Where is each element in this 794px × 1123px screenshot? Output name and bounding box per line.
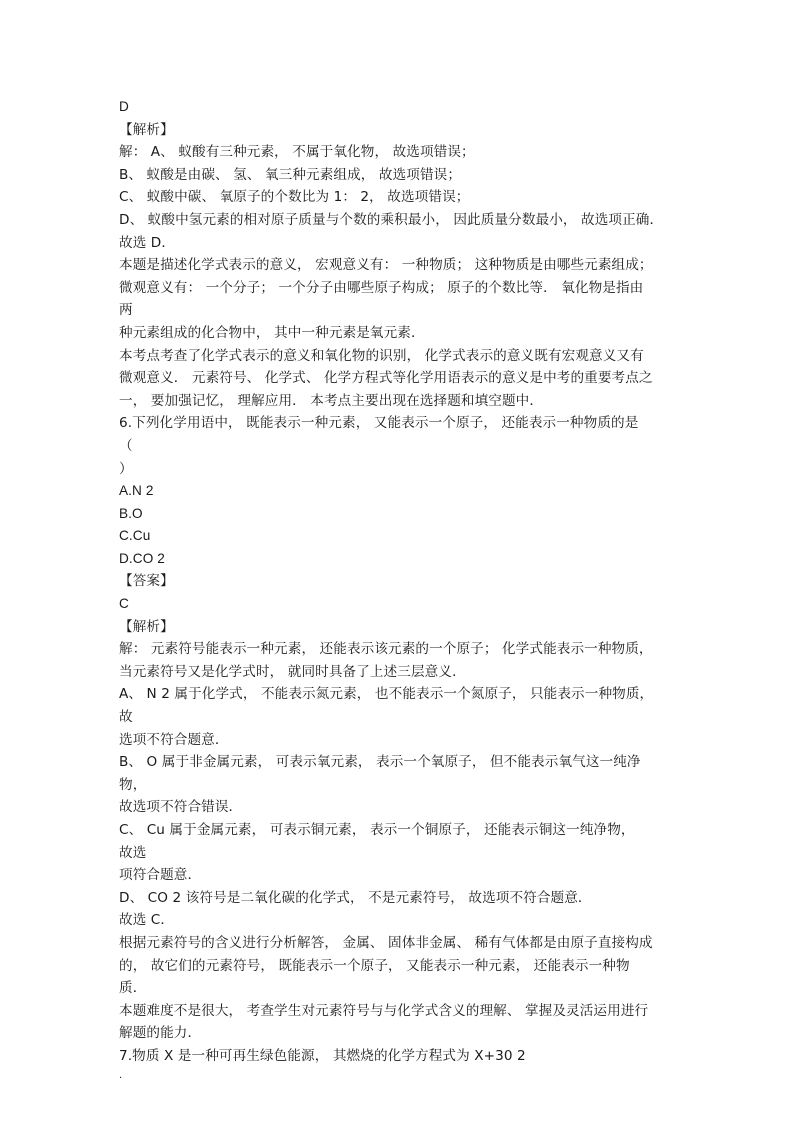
analysis-heading: 【解析】	[119, 618, 174, 635]
question-6-choice-b: B.O	[119, 505, 143, 521]
explanation-line: 根据元素符号的含义进行分析解答， 金属、 固体非金属、 稀有气体都是由原子直接构成	[119, 934, 653, 951]
solution-option-a: 选项不符合题意．	[119, 731, 229, 748]
solution-option-c: 项符合题意．	[119, 867, 202, 884]
explanation-line: 的， 故它们的元素符号， 既能表示一个原子， 又能表示一种元素， 还能表示一种物	[119, 957, 630, 974]
solution-option-c: 故选	[119, 844, 147, 861]
solution-option-a: 解： A、 蚁酸有三种元素， 不属于氧化物， 故选项错误；	[119, 144, 475, 161]
solution-option-d: D、 蚁酸中氢元素的相对原子质量与个数的乘积最小， 因此质量分数最小， 故选项正确．	[119, 211, 664, 228]
solution-option-c: C、 Cu 属于金属元素， 可表示铜元素， 表示一个铜原子， 还能表示铜这一纯净物，	[119, 822, 635, 838]
comment-line: 本考点考查了化学式表示的意义和氧化物的识别， 化学式表示的意义既有宏观意义又有	[119, 347, 644, 364]
solution-option-b: B、 O 属于非金属元素， 可表示氧元素， 表示一个氧原子， 但不能表示氧气这一纯净	[119, 754, 641, 771]
comment-line: 微观意义． 元素符号、 化学式、 化学方程式等化学用语表示的意义是中考的重要考点之	[119, 370, 653, 387]
question-6-paren-close: ）	[119, 460, 133, 477]
explanation-line: 微观意义有： 一个分子； 一个分子由哪些原子构成； 原子的个数比等． 氧化物是指由	[119, 279, 644, 296]
explanation-line: 本题是描述化学式表示的意义， 宏观意义有： 一种物质； 这种物质是由哪些元素组成；	[119, 257, 653, 274]
document-page	[119, 96, 679, 1084]
answer-heading: 【答案】	[119, 573, 174, 590]
question-7-stem: 7.物质 X 是一种可再生绿色能源， 其燃烧的化学方程式为 X+30 2	[119, 1047, 526, 1064]
trailing-dot: .	[119, 1069, 123, 1081]
solution-option-a: A、 N 2 属于化学式， 不能表示氮元素， 也不能表示一个氮原子， 只能表示一种物质，	[119, 686, 654, 703]
analysis-heading: 【解析】	[119, 121, 174, 138]
explanation-line: 两	[119, 302, 133, 319]
solution-option-b: 物，	[119, 776, 147, 793]
solution-option-d: D、 CO 2 该符号是二氧化碳的化学式， 不是元素符号， 故选项不符合题意．	[119, 889, 592, 906]
solution-option-c: C、 蚁酸中碳、 氧原子的个数比为 1： 2， 故选项错误；	[119, 189, 470, 206]
solution-intro: 当元素符号又是化学式时， 就同时具备了上述三层意义．	[119, 663, 466, 680]
explanation-line: 质．	[119, 980, 147, 997]
answer-letter-d: D	[119, 99, 129, 114]
solution-option-a: 故	[119, 709, 133, 726]
question-6-choice-a: A.N 2	[119, 483, 154, 499]
solution-option-b: B、 蚁酸是由碳、 氢、 氧三种元素组成， 故选项错误；	[119, 166, 462, 183]
question-6-choice-c: C.Cu	[119, 528, 151, 544]
question-6-choice-d: D.CO 2	[119, 550, 165, 566]
solution-intro: 解： 元素符号能表示一种元素， 还能表示该元素的一个原子； 化学式能表示一种物质，	[119, 641, 653, 658]
answer-letter-c: C	[119, 596, 129, 612]
question-6-paren-open: （	[119, 437, 133, 454]
comment-line: 一， 要加强记忆， 理解应用． 本考点主要出现在选择题和填空题中．	[119, 392, 544, 409]
conclusion-line: 故选 C．	[119, 912, 175, 929]
conclusion-line: 故选 D．	[119, 234, 176, 251]
comment-line: 本题难度不是很大， 考查学生对元素符号与与化学式含义的理解、 掌握及灵活运用进行	[119, 1002, 649, 1019]
solution-option-b: 故选项不符合错误．	[119, 799, 243, 816]
question-6-stem: 6.下列化学用语中， 既能表示一种元素， 又能表示一个原子， 还能表示一种物质的是	[119, 415, 639, 432]
explanation-line: 种元素组成的化合物中， 其中一种元素是氧元素．	[119, 324, 425, 341]
comment-line: 解题的能力．	[119, 1025, 202, 1042]
